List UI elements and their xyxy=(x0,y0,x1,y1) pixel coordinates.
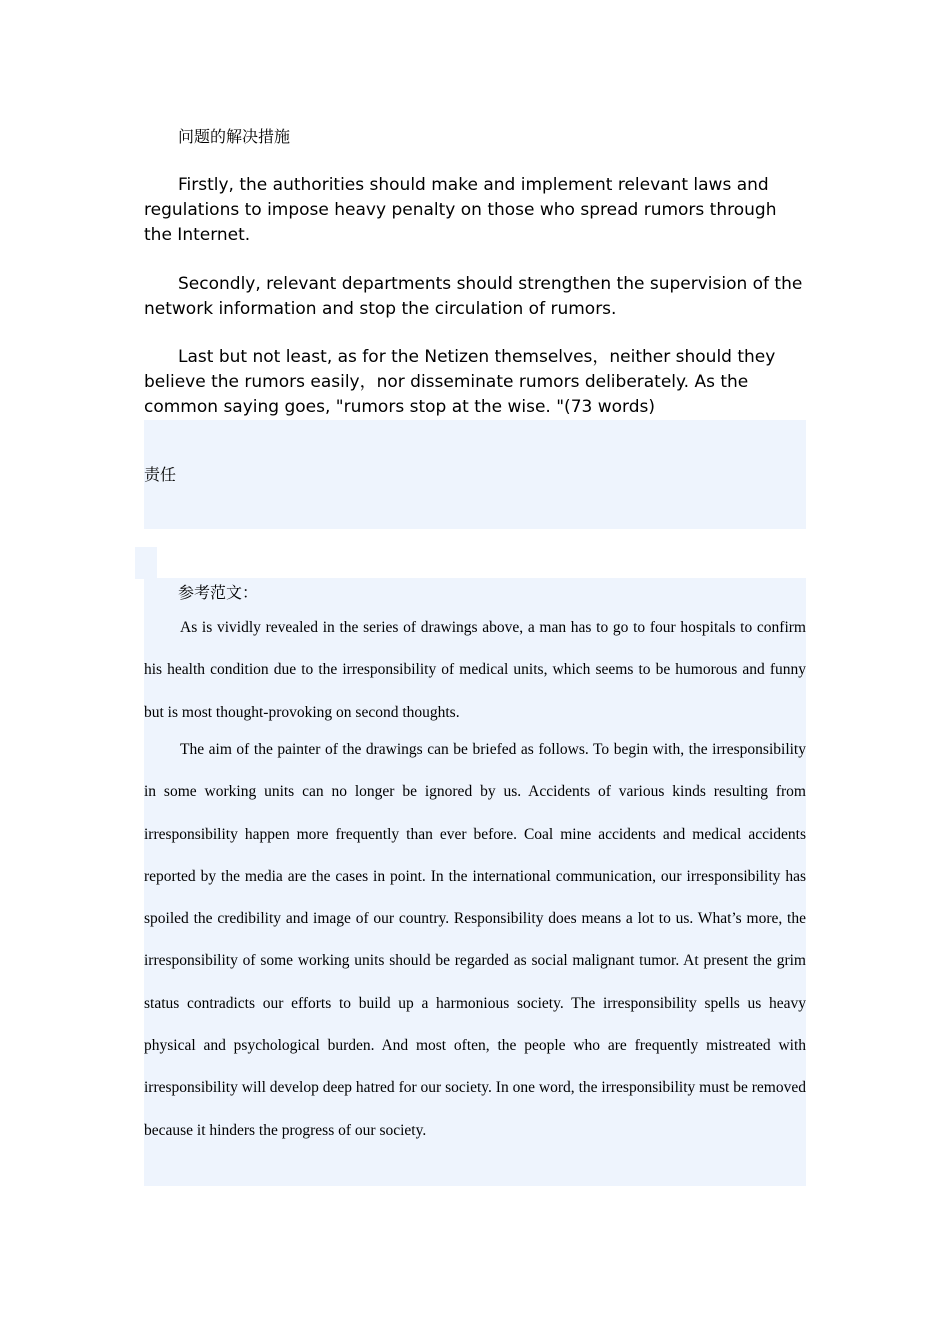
measure-paragraph-3: Last but not least, as for the Netizen themselves，neither should they believe the rumors easily，nor disseminate rumors deliberately. As the common saying goes, "rumors stop at the wise. "(73 words) xyxy=(144,347,776,417)
measure-paragraph-2: Secondly, relevant departments should strengthen the supervision of the network information and stop the circulation of rumors. xyxy=(144,274,803,319)
essay-label: 参考范文： xyxy=(178,583,259,602)
section-heading: 问题的解决措施 xyxy=(178,127,291,146)
highlight-marker xyxy=(135,547,157,579)
essay-paragraph-2: The aim of the painter of the drawings can be briefed as follows. To begin with, the irresponsibility in some working units can no longer be ignored by us. Accidents of various kinds resulting from irresponsibility happen more frequently than ever before. Coal mine accidents and medical accidents reported by the media are the cases in point. In the international communication, our irresponsibility has spoiled the credibility and image of our country. Responsibility does means a lot to us. What’s more, the irresponsibility of some working units should be regarded as social malignant tumor. At present the grim status contradicts our efforts to build up a harmonious society. The irresponsibility spells us heavy physical and psychological burden. And most often, the people who are frequently mistreated with irresponsibility will develop deep hatred for our society. In one word, the irresponsibility must be removed because it hinders the progress of our society. xyxy=(144,741,806,1139)
measure-paragraph-1: Firstly, the authorities should make and implement relevant laws and regulations to impose heavy penalty on those who spread rumors through the Internet. xyxy=(144,175,777,245)
responsibility-title: 责任 xyxy=(144,465,177,484)
responsibility-highlight xyxy=(144,420,806,529)
essay-paragraph-1: As is vividly revealed in the series of drawings above, a man has to go to four hospitals to confirm his health condition due to the irresponsibility of medical units, which seems to be humorous and funny but is most thought-provoking on second thoughts. xyxy=(144,619,806,721)
